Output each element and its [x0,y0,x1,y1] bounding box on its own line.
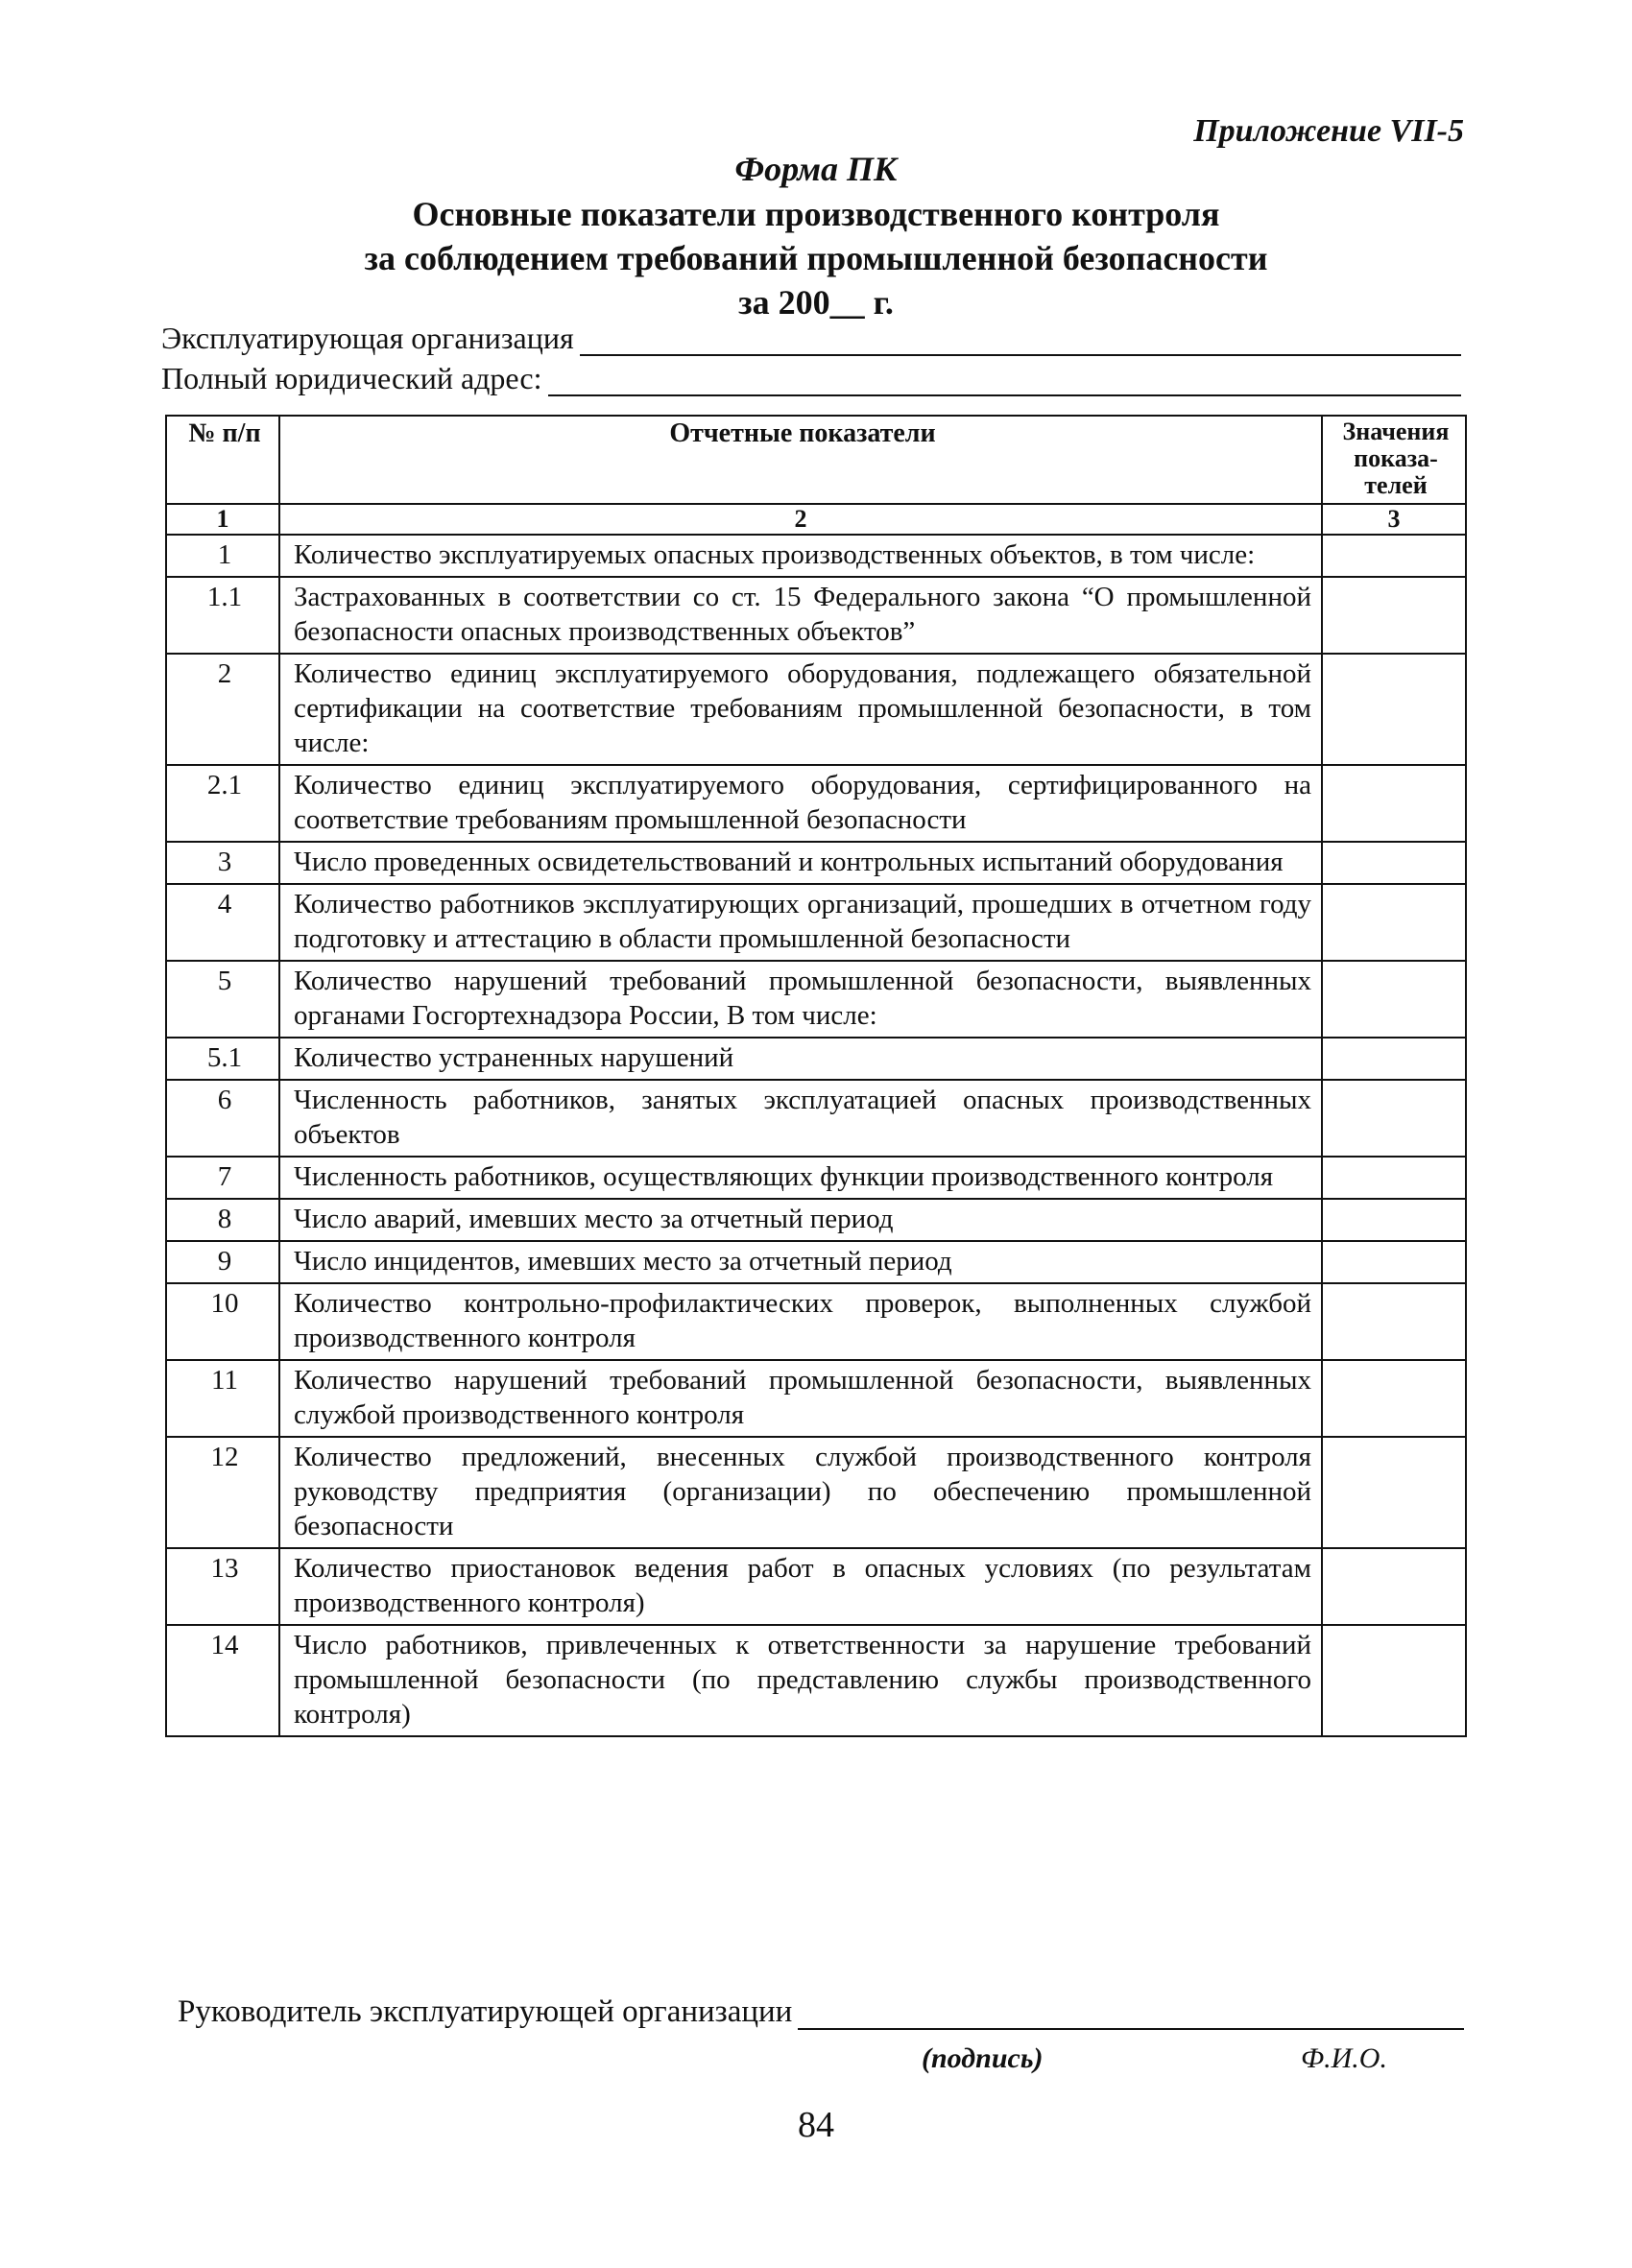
table-row [166,961,1466,1038]
signature-field [178,1994,1464,2030]
row-number: 1.1 [166,577,279,654]
row-value[interactable] [1322,1080,1466,1157]
row-number: 5 [166,961,279,1038]
title-line-1: Основные показатели производственного контроля [412,195,1220,233]
row-number: 11 [166,1360,279,1437]
form-title: Форма ПК [734,150,898,188]
row-indicator: Число инцидентов, имевших место за отчетный период [279,1241,1322,1283]
row-value[interactable] [1322,1437,1466,1548]
document-title [0,192,1632,324]
row-value[interactable] [1322,1199,1466,1241]
name-caption: Ф.И.О. [1301,2042,1387,2074]
row-value[interactable] [1322,842,1466,884]
row-value[interactable] [1322,577,1466,654]
row-indicator: Количество единиц эксплуатируемого оборудования, подлежащего обязательной сертификации на соответствие требованиям промышленной безопасности, в том числе: [279,654,1322,765]
row-number: 14 [166,1625,279,1736]
signature-caption: (подпись) [922,2042,1044,2074]
table-row [166,1157,1466,1199]
table-row [166,577,1466,654]
header-values: Значения показа-телей [1322,416,1466,504]
row-indicator: Количество контрольно-профилактических проверок, выполненных службой производственного контроля [279,1283,1322,1360]
row-value[interactable] [1322,765,1466,842]
row-value[interactable] [1322,1625,1466,1736]
table-row [166,1437,1466,1548]
row-number: 9 [166,1241,279,1283]
row-indicator: Количество предложений, внесенных службой производственного контроля руководству предприятия (организации) по обеспечению промышленной безопасности [279,1437,1322,1548]
address-field [161,361,1461,396]
row-indicator: Количество нарушений требований промышленной безопасности, выявленных службой производственного контроля [279,1360,1322,1437]
organization-blank[interactable] [580,325,1461,356]
row-number: 10 [166,1283,279,1360]
organization-label: Эксплуатирующая организация [161,321,574,355]
table-row [166,1038,1466,1080]
column-number: 1 [166,504,279,535]
header-num: № п/п [166,416,279,504]
row-value[interactable] [1322,1360,1466,1437]
table-row [166,842,1466,884]
row-indicator: Число работников, привлеченных к ответственности за нарушение требований промышленной безопасности (по представлению службы производственного контроля) [279,1625,1322,1736]
row-value[interactable] [1322,1283,1466,1360]
header-indicators: Отчетные показатели [279,416,1322,504]
table-row [166,654,1466,765]
column-number: 2 [279,504,1322,535]
title-line-3: за 200__ г. [738,283,894,322]
row-indicator: Количество приостановок ведения работ в опасных условиях (по результатам производственного контроля) [279,1548,1322,1625]
table-row [166,535,1466,577]
indicators-table [165,415,1467,1737]
row-value[interactable] [1322,1548,1466,1625]
row-indicator: Количество эксплуатируемых опасных производственных объектов, в том числе: [279,535,1322,577]
row-number: 8 [166,1199,279,1241]
organization-field [161,321,1461,356]
table-row [166,1199,1466,1241]
row-indicator: Число аварий, имевших место за отчетный период [279,1199,1322,1241]
row-value[interactable] [1322,1241,1466,1283]
row-indicator: Количество единиц эксплуатируемого оборудования, сертифицированного на соответствие требованиям промышленной безопасности [279,765,1322,842]
row-value[interactable] [1322,654,1466,765]
table-header-row [166,416,1466,504]
row-value[interactable] [1322,961,1466,1038]
column-numbers-row [166,504,1466,535]
address-blank[interactable] [548,366,1461,396]
row-indicator: Количество устраненных нарушений [279,1038,1322,1080]
signature-blank[interactable] [798,1999,1464,2030]
row-indicator: Число проведенных освидетельствований и контрольных испытаний оборудования [279,842,1322,884]
row-indicator: Количество нарушений требований промышленной безопасности, выявленных органами Госгортехнадзора России, В том числе: [279,961,1322,1038]
row-number: 6 [166,1080,279,1157]
table-row [166,765,1466,842]
table-row [166,1080,1466,1157]
appendix-label: Приложение VII-5 [1193,113,1464,149]
table-row [166,1283,1466,1360]
row-number: 7 [166,1157,279,1199]
page-number: 84 [798,2105,834,2145]
title-line-2: за соблюдением требований промышленной безопасности [364,239,1268,277]
signature-label: Руководитель эксплуатирующей организации [178,1994,793,2029]
row-number: 2.1 [166,765,279,842]
table-row [166,884,1466,961]
row-value[interactable] [1322,535,1466,577]
row-number: 5.1 [166,1038,279,1080]
row-value[interactable] [1322,1038,1466,1080]
row-indicator: Численность работников, осуществляющих функции производственного контроля [279,1157,1322,1199]
address-label: Полный юридический адрес: [161,361,542,395]
row-indicator: Застрахованных в соответствии со ст. 15 Федерального закона “О промышленной безопасности опасных производственных объектов” [279,577,1322,654]
row-number: 1 [166,535,279,577]
row-indicator: Численность работников, занятых эксплуатацией опасных производственных объектов [279,1080,1322,1157]
table-row [166,1548,1466,1625]
row-number: 12 [166,1437,279,1548]
row-value[interactable] [1322,1157,1466,1199]
row-number: 13 [166,1548,279,1625]
table-row [166,1241,1466,1283]
row-number: 4 [166,884,279,961]
table-row [166,1625,1466,1736]
row-number: 3 [166,842,279,884]
row-indicator: Количество работников эксплуатирующих организаций, прошедших в отчетном году подготовку и аттестацию в области промышленной безопасности [279,884,1322,961]
table-row [166,1360,1466,1437]
row-number: 2 [166,654,279,765]
row-value[interactable] [1322,884,1466,961]
column-number: 3 [1322,504,1466,535]
